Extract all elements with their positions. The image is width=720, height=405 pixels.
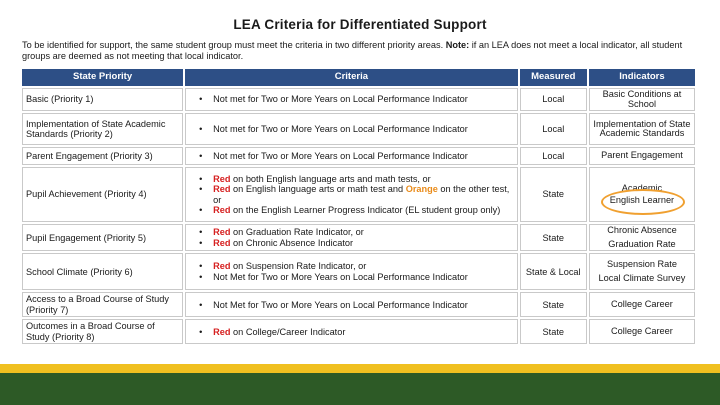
criteria-cell [185, 88, 517, 111]
priority-cell: Outcomes in a Broad Course of Study (Priority 8) [22, 319, 183, 344]
highlight-circle [601, 189, 685, 215]
criteria-cell [185, 167, 517, 222]
criteria-text: on College/Career Indicator [230, 326, 346, 337]
indicator-label: Graduation Rate [608, 238, 676, 249]
priority-cell: Basic (Priority 1) [22, 88, 183, 111]
criteria-cell [185, 319, 517, 344]
criteria-item [199, 174, 513, 185]
criteria-text: on Suspension Rate Indicator, or [230, 261, 367, 272]
table-row [22, 319, 695, 344]
measured-cell: Local [520, 147, 587, 165]
red-rating-text: Red [213, 237, 231, 248]
red-rating-text: Red [213, 173, 231, 184]
note-text: if an LEA does not meet a local indicator, all student groups are deemed as not meeting that local indicator. [22, 40, 683, 61]
priority-cell: Pupil Achievement (Priority 4) [22, 167, 183, 222]
indicators-cell [589, 147, 695, 165]
criteria-item [199, 327, 513, 338]
indicators-cell [589, 319, 695, 344]
table-header-row [22, 69, 695, 86]
criteria-cell [185, 147, 517, 165]
criteria-item [199, 94, 513, 105]
indicator-label: College Career [611, 326, 673, 337]
indicator-label: Local Climate Survey [598, 272, 686, 283]
criteria-list [189, 94, 513, 105]
criteria-item [199, 300, 513, 311]
criteria-text: on Chronic Absence Indicator [230, 237, 354, 248]
criteria-list [189, 151, 513, 162]
criteria-text: Not Met for Two or More Years on Local Performance Indicator [213, 299, 468, 310]
criteria-cell [185, 113, 517, 145]
table-row [22, 253, 695, 290]
footer-yellow-band [0, 364, 720, 373]
indicator-label: College Career [611, 299, 673, 310]
measured-cell: State & Local [520, 253, 587, 290]
criteria-text: Not Met for Two or More Years on Local Performance Indicator [213, 271, 468, 282]
criteria-cell [185, 224, 517, 251]
red-rating-text: Red [213, 184, 231, 195]
measured-cell: Local [520, 113, 587, 145]
criteria-item [199, 227, 513, 238]
priority-cell: Parent Engagement (Priority 3) [22, 147, 183, 165]
criteria-item [199, 184, 513, 205]
criteria-cell [185, 292, 517, 317]
indicator-label: Implementation of State Academic Standards [593, 118, 691, 139]
red-rating-text: Red [213, 326, 231, 337]
criteria-item [199, 261, 513, 272]
criteria-text: Not met for Two or More Years on Local Performance Indicator [213, 150, 468, 161]
header-criteria: Criteria [185, 69, 517, 86]
intro-text: To be identified for support, the same student group must meet the criteria in two different priority areas. [22, 40, 444, 50]
criteria-text: Not met for Two or More Years on Local Performance Indicator [213, 123, 468, 134]
intro-paragraph [22, 40, 702, 62]
indicator-label: Academic [621, 183, 663, 194]
criteria-list [189, 227, 513, 248]
measured-cell: State [520, 224, 587, 251]
page-title: LEA Criteria for Differentiated Support [233, 17, 487, 32]
indicators-cell [589, 224, 695, 251]
measured-cell: State [520, 167, 587, 222]
criteria-cell [185, 253, 517, 290]
criteria-item [199, 151, 513, 162]
criteria-text: on the English Learner Progress Indicator (EL student group only) [230, 205, 501, 216]
criteria-text: on Graduation Rate Indicator, or [230, 227, 364, 238]
criteria-item [199, 124, 513, 135]
table-row [22, 167, 695, 222]
red-rating-text: Red [213, 205, 231, 216]
header-indicators: Indicators [589, 69, 695, 86]
orange-rating-text: Orange [405, 184, 438, 195]
table-row [22, 113, 695, 145]
criteria-list [189, 174, 513, 216]
indicators-cell [589, 113, 695, 145]
table-body [22, 88, 695, 344]
criteria-table [20, 67, 697, 346]
criteria-list [189, 124, 513, 135]
criteria-text: on both English language arts and math tests, or [230, 173, 431, 184]
indicators-cell [589, 292, 695, 317]
measured-cell: Local [520, 88, 587, 111]
criteria-list [189, 327, 513, 338]
indicator-label: Suspension Rate [606, 259, 677, 270]
indicators-cell [589, 88, 695, 111]
priority-cell: Access to a Broad Course of Study (Priority 7) [22, 292, 183, 317]
criteria-item [199, 238, 513, 249]
measured-cell: State [520, 319, 587, 344]
table-row [22, 147, 695, 165]
footer-green-band [0, 373, 720, 405]
table-row [22, 224, 695, 251]
header-measured: Measured [520, 69, 587, 86]
table-row [22, 88, 695, 111]
indicator-label: Parent Engagement [601, 150, 683, 161]
note-label: Note: [445, 40, 470, 50]
criteria-item [199, 272, 513, 283]
priority-cell: School Climate (Priority 6) [22, 253, 183, 290]
criteria-list [189, 300, 513, 311]
header-state-priority: State Priority [22, 69, 183, 86]
measured-cell: State [520, 292, 587, 317]
criteria-list [189, 261, 513, 282]
indicator-label: Basic Conditions at School [602, 89, 682, 109]
red-rating-text: Red [213, 227, 231, 238]
priority-cell: Pupil Engagement (Priority 5) [22, 224, 183, 251]
indicator-label: Chronic Absence [607, 225, 677, 236]
criteria-text: Not met for Two or More Years on Local Performance Indicator [213, 94, 468, 105]
criteria-item [199, 205, 513, 216]
table-row [22, 292, 695, 317]
indicator-label: English Learner [609, 194, 675, 205]
priority-cell: Implementation of State Academic Standards (Priority 2) [22, 113, 183, 145]
criteria-text: on English language arts or math test and [230, 184, 406, 195]
indicators-cell [589, 253, 695, 290]
criteria-text: on the other test, or [213, 184, 510, 205]
red-rating-text: Red [213, 261, 231, 272]
